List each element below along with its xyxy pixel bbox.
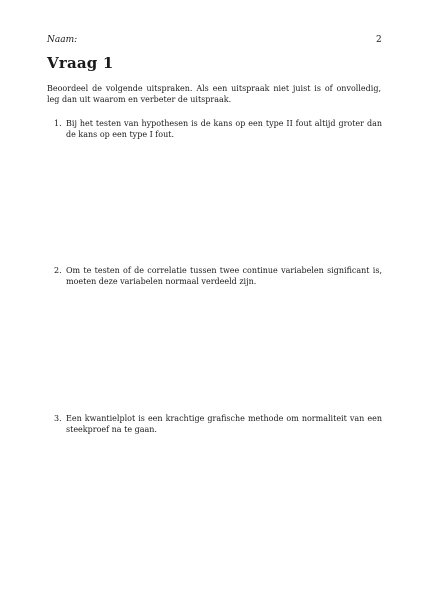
question-number: 3. bbox=[54, 414, 62, 423]
question-text: Om te testen of de correlatie tussen twee continue variabelen significant is, moeten deze variabelen normaal verdeeld zijn. bbox=[66, 266, 382, 286]
question-item-1 bbox=[54, 118, 382, 140]
question-title: Vraag 1 bbox=[47, 54, 114, 72]
question-item-2 bbox=[54, 265, 382, 287]
question-text: Een kwantielplot is een krachtige grafische methode om normaliteit van een steekproef na te gaan. bbox=[66, 414, 382, 434]
question-text: Bij het testen van hypothesen is de kans op een type II fout altijd groter dan de kans op een type I fout. bbox=[66, 119, 382, 139]
question-item-3 bbox=[54, 413, 382, 435]
question-number: 2. bbox=[54, 266, 62, 275]
instructions-paragraph: Beoordeel de volgende uitspraken. Als een uitspraak niet juist is of onvolledig, leg dan uit waarom en verbeter de uitspraak. bbox=[47, 84, 381, 104]
page-number: 2 bbox=[376, 35, 382, 45]
question-number: 1. bbox=[54, 119, 62, 128]
name-label: Naam: bbox=[47, 35, 78, 45]
